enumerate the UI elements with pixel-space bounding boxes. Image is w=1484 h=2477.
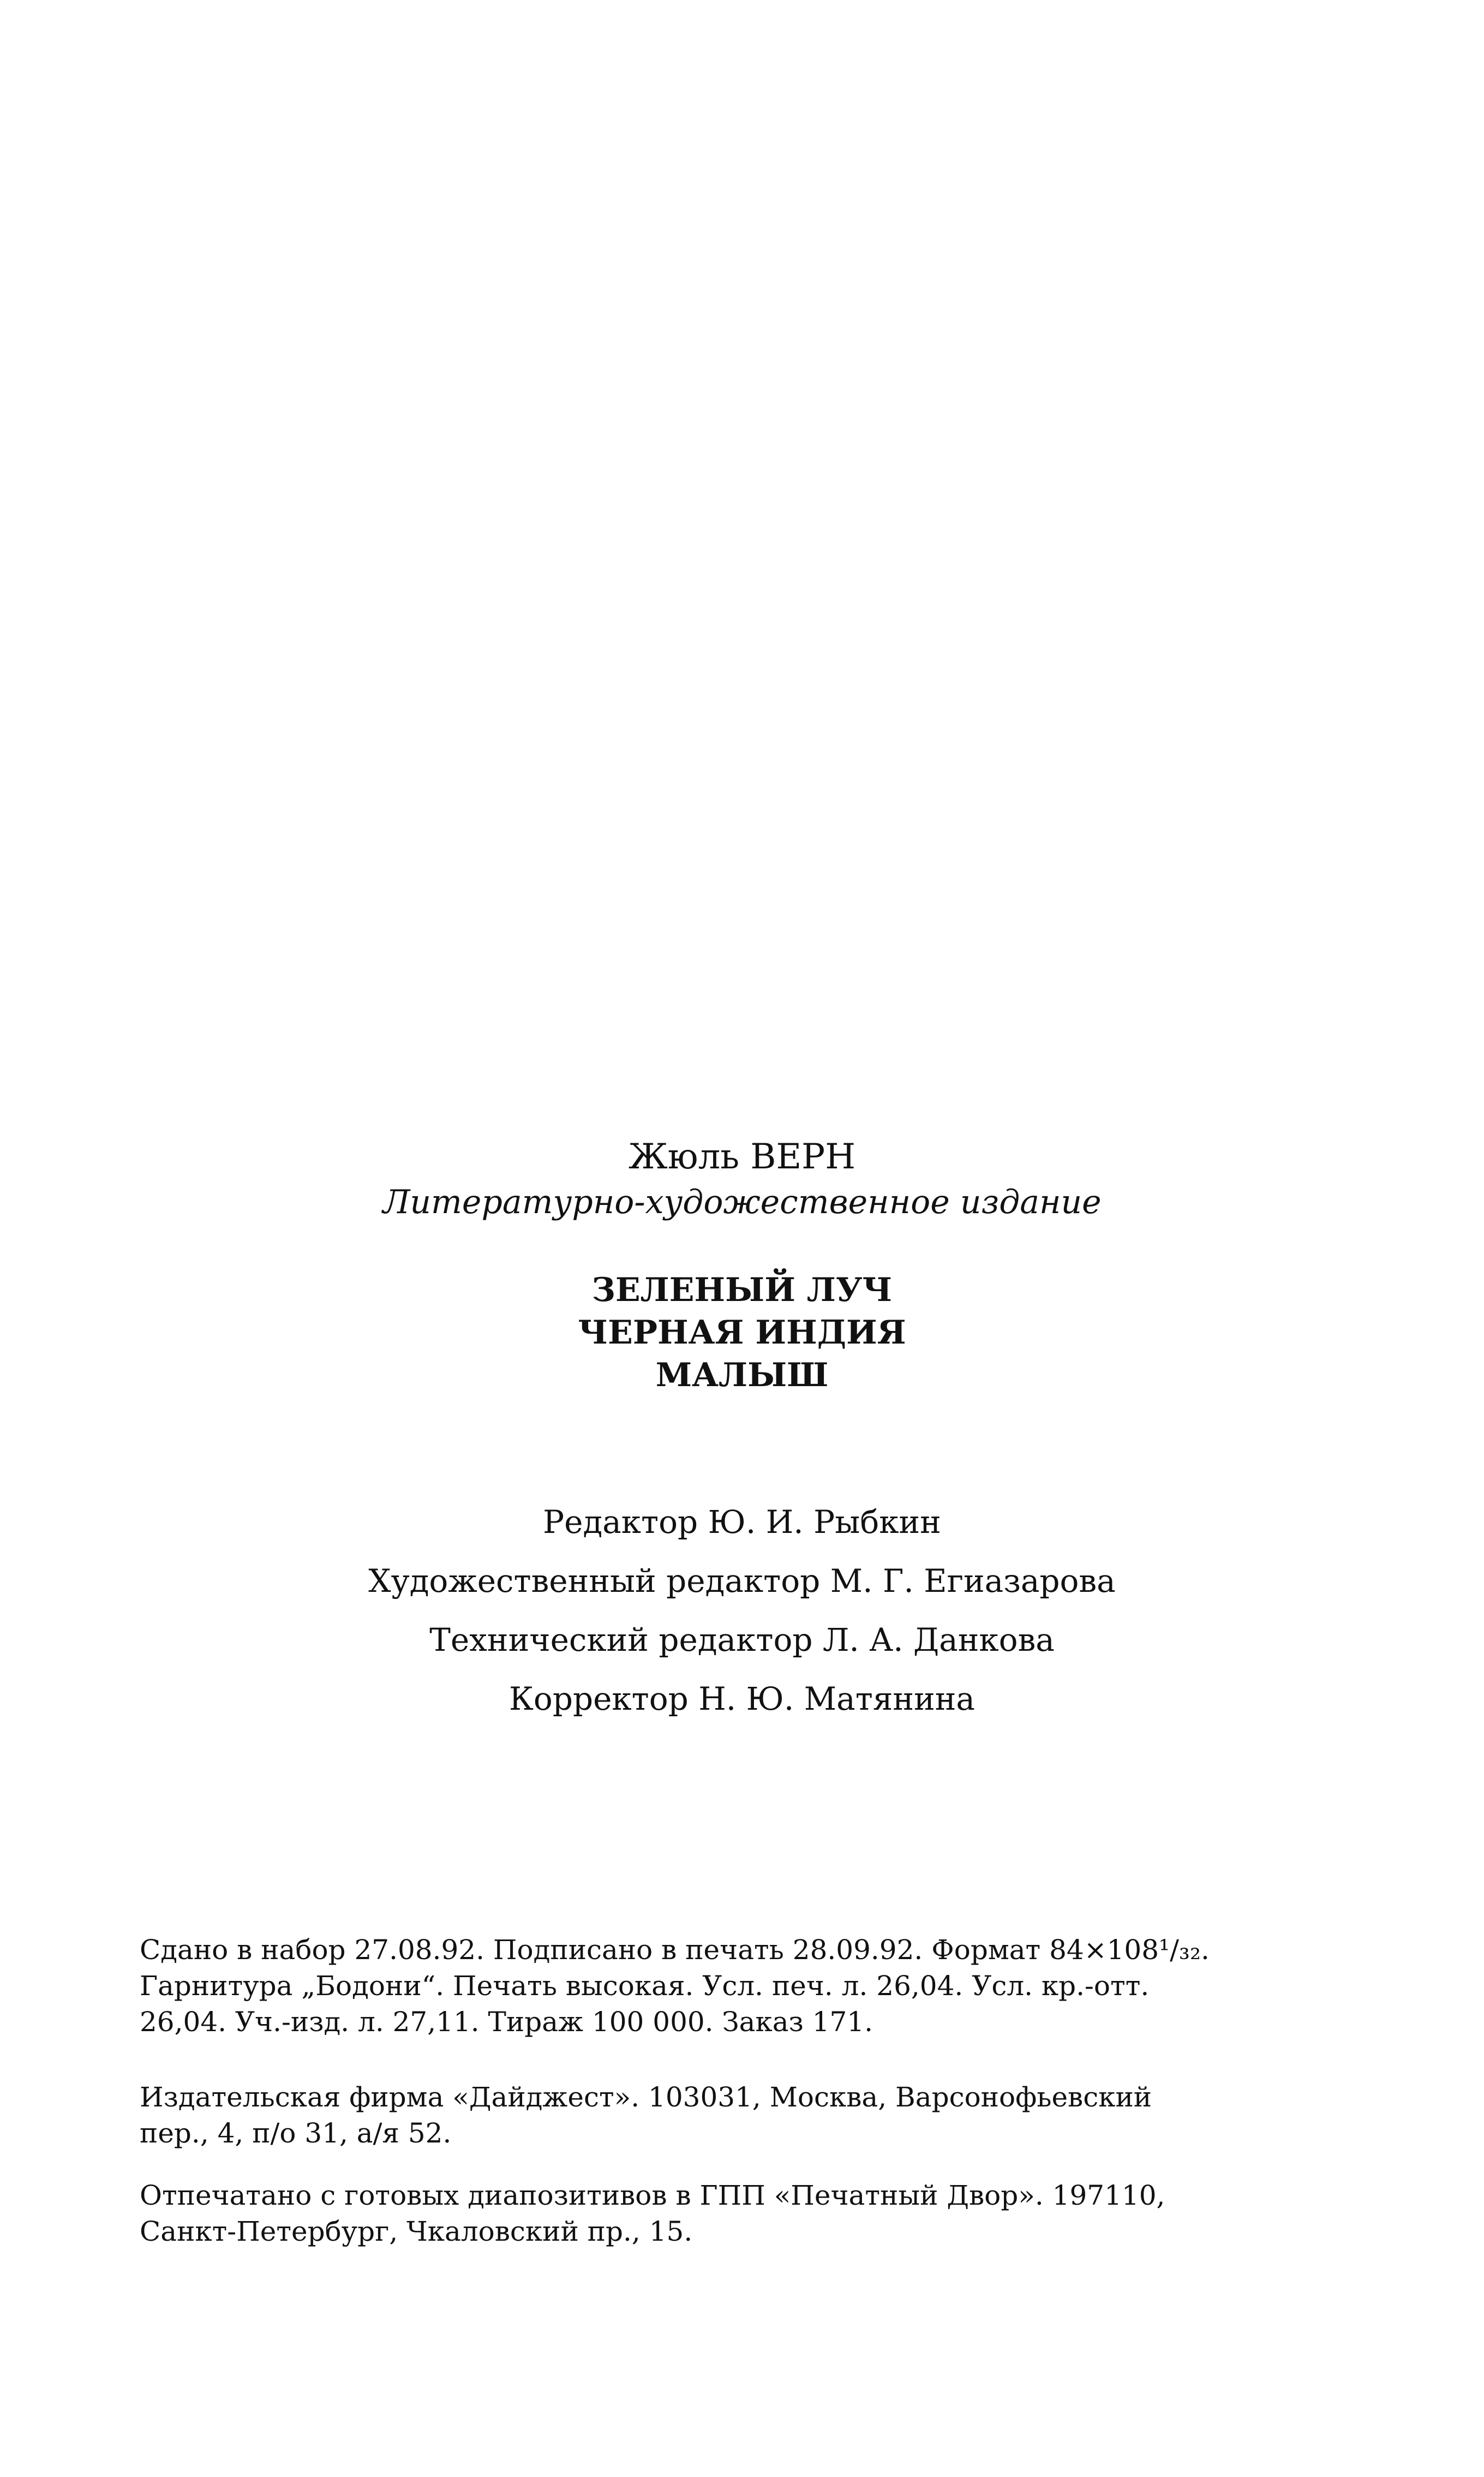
publisher-info [140,2079,1296,2151]
book-titles [0,1269,1484,1396]
credit-art-editor: Художественный редактор М. Г. Егиазарова [368,1562,1116,1599]
print-details-line: Сдано в набор 27.08.92. Подписано в печать 28.09.92. Формат 84×108¹/₃₂. [140,1934,1210,1966]
credit-tech-editor: Технический редактор Л. А. Данкова [429,1621,1055,1658]
publisher-line: Издательская фирма «Дайджест». 103031, Москва, Варсонофьевский [140,2081,1152,2113]
publisher-line: пер., 4, п/о 31, а/я 52. [140,2117,452,2149]
printer-info [140,2177,1296,2249]
credit-proofreader: Корректор Н. Ю. Матянина [509,1680,975,1717]
credit-editor: Редактор Ю. И. Рыбкин [543,1503,941,1541]
title-black-india: ЧЕРНАЯ ИНДИЯ [578,1314,906,1352]
printer-line: Санкт-Петербург, Чкаловский пр., 15. [140,2216,693,2247]
printer-line: Отпечатано с готовых диапозитивов в ГПП «Печатный Двор». 197110, [140,2180,1165,2211]
print-details-line: Гарнитура „Бодони“. Печать высокая. Усл. печ. л. 26,04. Усл. кр.-отт. [140,1970,1150,2002]
print-details [140,1932,1296,2040]
title-malysh: МАЛЫШ [655,1356,829,1394]
title-green-ray: ЗЕЛЕНЫЙ ЛУЧ [591,1271,893,1309]
print-details-line: 26,04. Уч.-изд. л. 27,11. Тираж 100 000. Заказ 171. [140,2006,873,2038]
genre-line: Литературно-художественное издание [382,1183,1102,1221]
credits-list [0,1493,1484,1728]
author-name: Жюль ВЕРН [628,1137,856,1177]
